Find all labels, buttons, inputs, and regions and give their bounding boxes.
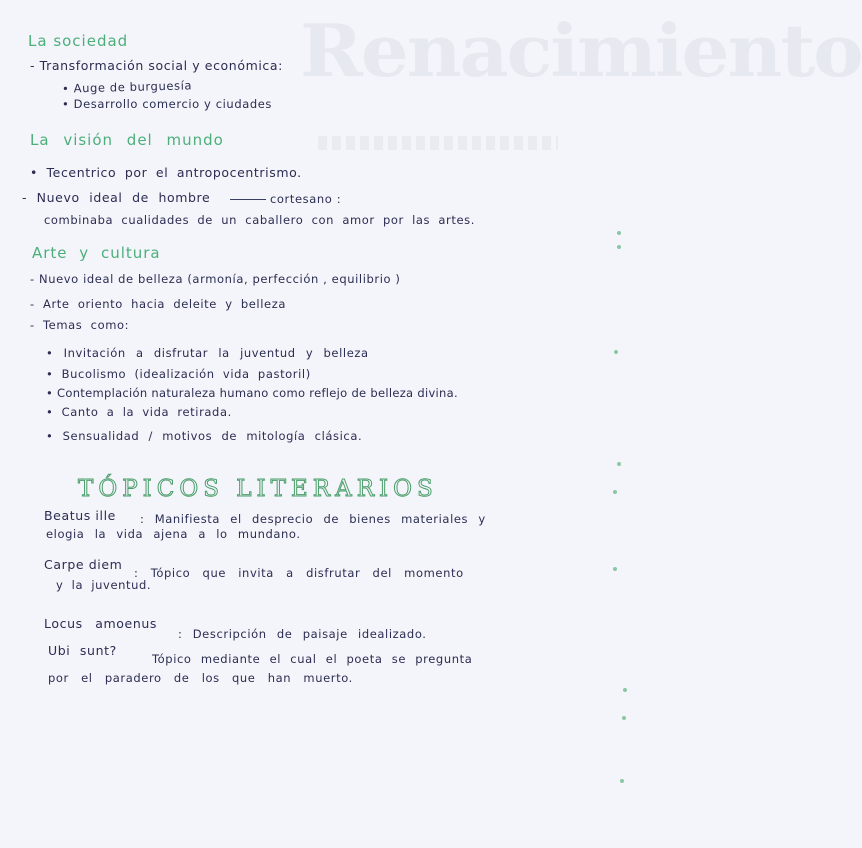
heading-topicos: TÓPICOS LITERARIOS [78, 476, 438, 502]
vision-line-3: combinaba cualidades de un caballero con amor por las artes. [44, 213, 476, 227]
sociedad-line-1: - Transformación social y económica: [30, 58, 283, 73]
locus-def-1: : Descripción de paisaje idealizado. [178, 627, 427, 641]
arte-bullet-4: • Canto a la vida retirada. [46, 405, 232, 419]
ubi-term: Ubi sunt? [48, 643, 117, 658]
beatus-def-2: elogia la vida ajena a lo mundano. [46, 527, 301, 541]
heading-arte: Arte y cultura [32, 244, 161, 262]
arte-line-3: - Temas como: [30, 318, 130, 332]
arte-line-1: - Nuevo ideal de belleza (armonía, perfección , equilibrio ) [30, 272, 401, 286]
arte-bullet-2: • Bucolismo (idealización vida pastoril) [46, 367, 311, 381]
ubi-def-2: por el paradero de los que han muerto. [48, 671, 353, 685]
vision-line-1: • Tecentrico por el antropocentrismo. [30, 165, 302, 180]
carpe-def-1: : Tópico que invita a disfrutar del momento [134, 566, 464, 580]
beatus-def-1: : Manifiesta el desprecio de bienes materiales y [140, 512, 486, 526]
margin-dot [613, 567, 617, 571]
margin-dot [613, 490, 617, 494]
sociedad-bullet-1: • Auge de burguesía [61, 78, 193, 96]
heading-sociedad: La sociedad [28, 32, 129, 50]
carpe-def-2: y la juventud. [56, 578, 152, 592]
margin-dot [617, 231, 621, 235]
sociedad-bullet-2: • Desarrollo comercio y ciudades [62, 97, 273, 111]
heading-vision: La visión del mundo [30, 131, 224, 149]
arrow-line [230, 199, 266, 200]
arte-bullet-1: • Invitación a disfrutar la juventud y belleza [46, 346, 369, 360]
background-title: Renacimiento [300, 8, 862, 93]
arte-bullet-5: • Sensualidad / motivos de mitología clásica. [46, 429, 363, 443]
vision-line-2: - Nuevo ideal de hombre [22, 190, 211, 205]
margin-dot [614, 350, 618, 354]
beatus-term: Beatus ille [44, 508, 116, 523]
carpe-term: Carpe diem [44, 557, 123, 572]
background-subtitle-smudge [318, 136, 558, 150]
arte-bullet-3: • Contemplación naturaleza humano como reflejo de belleza divina. [46, 386, 458, 400]
margin-dot [620, 779, 624, 783]
margin-dot [617, 245, 621, 249]
arte-line-2: - Arte oriento hacia deleite y belleza [30, 297, 286, 311]
margin-dot [622, 716, 626, 720]
locus-term: Locus amoenus [44, 616, 158, 631]
ubi-def-1: Tópico mediante el cual el poeta se pregunta [152, 652, 473, 666]
margin-dot [623, 688, 627, 692]
vision-line-2b: cortesano : [270, 192, 342, 206]
margin-dot [617, 462, 621, 466]
